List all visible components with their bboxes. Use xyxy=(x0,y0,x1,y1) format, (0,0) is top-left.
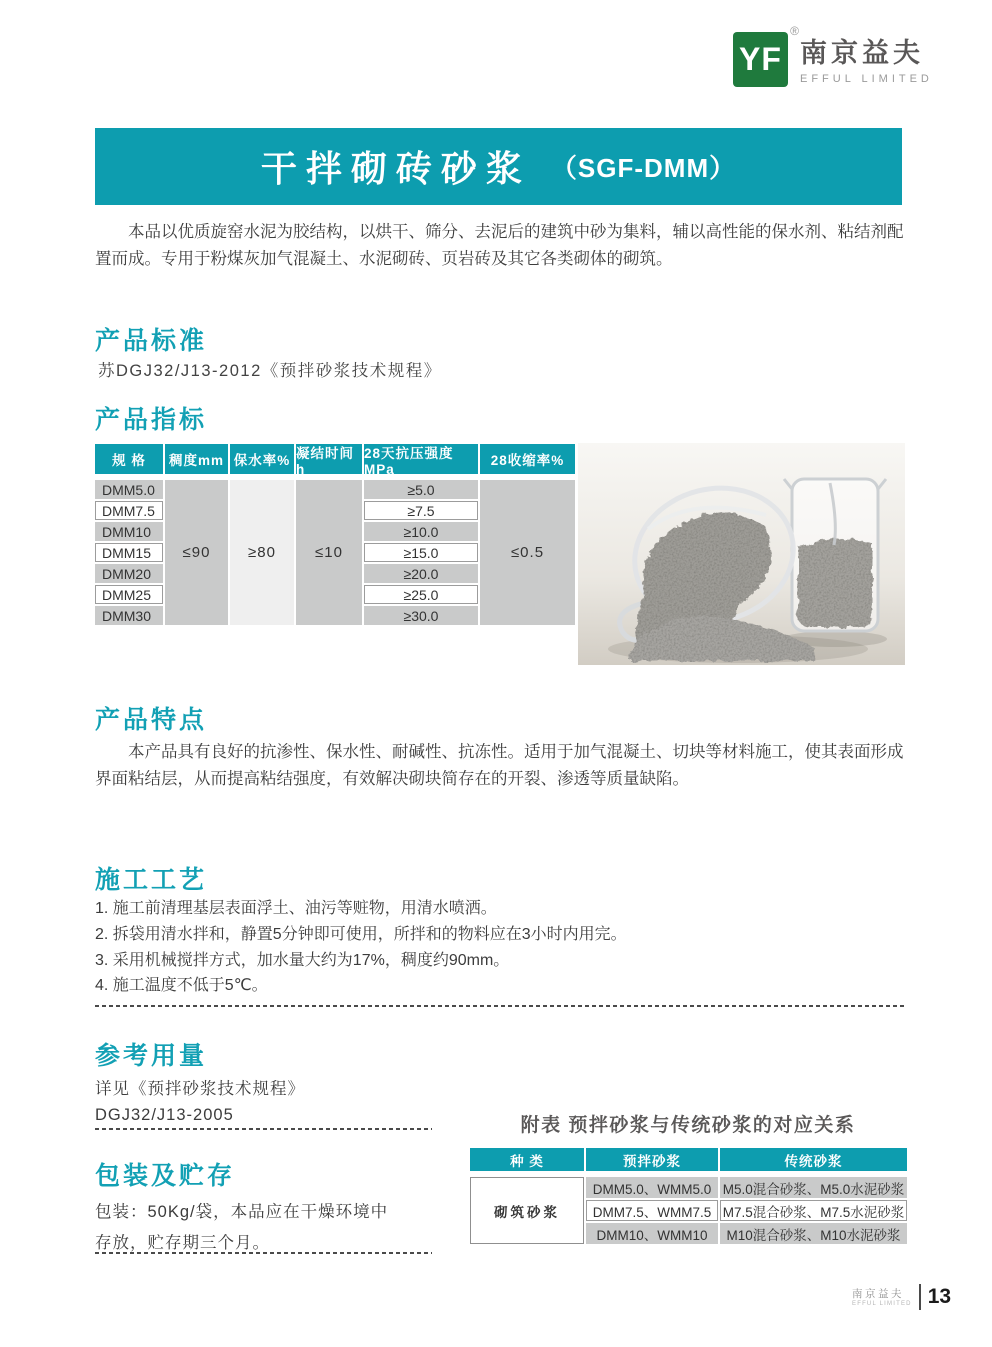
footer-brand xyxy=(852,1288,912,1307)
spec-grade-cell: DMM5.0 xyxy=(95,480,163,499)
spec-column-header: 保水率% xyxy=(230,444,294,474)
appendix-traditional-cell: M5.0混合砂浆、M5.0水泥砂浆 xyxy=(720,1177,907,1198)
appendix-premixed-cell: DMM5.0、WMM5.0 xyxy=(586,1177,718,1198)
process-step: 4. 施工温度不低于5℃。 xyxy=(95,977,268,995)
page-footer xyxy=(852,1284,951,1310)
usage-text xyxy=(95,1076,305,1128)
appendix-column-header: 传统砂浆 xyxy=(720,1148,907,1171)
appendix-column-header: 种 类 xyxy=(470,1148,584,1171)
spec-water-retention-cell: ≥80 xyxy=(230,480,294,625)
packing-line: 包装：50Kg/袋，本品应在干燥环境中 xyxy=(95,1203,389,1221)
standard-reference: 苏DGJ32/J13-2012《预拌砂浆技术规程》 xyxy=(98,362,442,380)
section-heading-indicators: 产品指标 xyxy=(95,406,208,434)
process-step: 2. 拆袋用清水拌和，静置5分钟即可使用，所拌和的物料应在3小时内用完。 xyxy=(95,925,627,943)
footer-company-en: EFFUL LIMITED xyxy=(852,1300,912,1307)
usage-line: 详见《预拌砂浆技术规程》 xyxy=(95,1080,305,1098)
spec-grade-cell: DMM10 xyxy=(95,522,163,541)
spec-column-header: 规 格 xyxy=(95,444,163,474)
spec-grade-cell: DMM7.5 xyxy=(95,501,163,520)
dashed-divider xyxy=(95,1252,432,1254)
spec-table-body xyxy=(95,480,567,625)
appendix-premixed-cell: DMM7.5、WMM7.5 xyxy=(586,1200,718,1221)
company-name-en: EFFUL LIMITED xyxy=(800,73,933,85)
page-number: 13 xyxy=(927,1285,952,1308)
section-heading-features: 产品特点 xyxy=(95,706,208,734)
appendix-column-header: 预拌砂浆 xyxy=(586,1148,718,1171)
spec-strength-cell: ≥7.5 xyxy=(364,501,478,520)
spec-shrinkage-cell: ≤0.5 xyxy=(480,480,575,625)
footer-divider xyxy=(919,1284,921,1310)
section-heading-packing: 包装及贮存 xyxy=(95,1162,236,1190)
spec-table-header xyxy=(95,444,567,477)
process-step: 1. 施工前清理基层表面浮土、油污等赃物，用清水喷洒。 xyxy=(95,900,497,917)
spec-strength-cell: ≥20.0 xyxy=(364,564,478,583)
section-heading-usage: 参考用量 xyxy=(95,1042,208,1070)
product-title-banner xyxy=(95,128,902,205)
registered-mark: ® xyxy=(790,24,800,38)
spec-column-header: 稠度mm xyxy=(165,444,228,474)
logo-mark-text: YF xyxy=(739,41,782,77)
company-name-cn: 南京益夫 xyxy=(800,38,924,68)
intro-paragraph: 本品以优质旋窑水泥为胶结构，以烘干、筛分、去泥后的建筑中砂为集料，辅以高性能的保水剂、粘结剂配置而成。专用于粉煤灰加气混凝土、水泥砌砖、页岩砖及其它各类砌体的砌筑。 xyxy=(95,223,904,268)
spec-grade-cell: DMM15 xyxy=(95,543,163,562)
spec-column-header: 凝结时间h xyxy=(296,444,362,474)
appendix-table-header xyxy=(470,1148,906,1171)
spec-strength-cell: ≥10.0 xyxy=(364,522,478,541)
dashed-divider xyxy=(95,1128,432,1130)
appendix-traditional-cell: M10混合砂浆、M10水泥砂浆 xyxy=(720,1223,907,1244)
spec-table xyxy=(95,444,567,625)
section-heading-standard: 产品标准 xyxy=(95,327,208,355)
company-logo xyxy=(733,24,933,87)
section-heading-process: 施工工艺 xyxy=(95,866,208,894)
packing-text xyxy=(95,1197,388,1259)
logo-text-block xyxy=(800,32,933,85)
features-paragraph: 本产品具有良好的抗渗性、保水性、耐碱性、抗冻性。适用于加气混凝土、切块等材料施工，使其表面形成界面粘结层，从而提高粘结强度，有效解决砌块简存在的开裂、渗透等质量缺陷。 xyxy=(95,743,904,788)
product-code: （SGF-DMM） xyxy=(550,153,737,183)
footer-company-cn: 南京益夫 xyxy=(852,1287,904,1300)
appendix-table-body xyxy=(470,1177,906,1244)
spec-strength-cell: ≥30.0 xyxy=(364,606,478,625)
appendix-traditional-cell: M7.5混合砂浆、M7.5水泥砂浆 xyxy=(720,1200,907,1221)
spec-strength-cell: ≥5.0 xyxy=(364,480,478,499)
appendix-table xyxy=(470,1148,906,1244)
process-step: 3. 采用机械搅拌方式，加水量大约为17%，稠度约90mm。 xyxy=(95,951,510,969)
usage-line: DGJ32/J13-2005 xyxy=(95,1106,234,1124)
spec-grade-cell: DMM30 xyxy=(95,606,163,625)
mortar-powder-beakers-illustration xyxy=(578,443,905,665)
appendix-category-cell: 砌筑砂浆 xyxy=(470,1177,584,1244)
product-photo xyxy=(578,443,905,665)
spec-column-header: 28收缩率% xyxy=(480,444,575,474)
spec-strength-cell: ≥25.0 xyxy=(364,585,478,604)
appendix-table-title: 附表 预拌砂浆与传统砂浆的对应关系 xyxy=(520,1115,856,1136)
spec-setting-time-cell: ≤10 xyxy=(296,480,362,625)
product-title: 干拌砌砖砂浆 xyxy=(260,148,531,189)
dashed-divider xyxy=(95,1005,905,1007)
process-steps xyxy=(95,896,909,999)
spec-strength-cell: ≥15.0 xyxy=(364,543,478,562)
packing-line: 存放，贮存期三个月。 xyxy=(95,1234,270,1252)
appendix-premixed-cell: DMM10、WMM10 xyxy=(586,1223,718,1244)
spec-column-header: 28天抗压强度MPa xyxy=(364,444,478,474)
spec-consistency-cell: ≤90 xyxy=(165,480,228,625)
spec-grade-cell: DMM25 xyxy=(95,585,163,604)
yf-logo-icon xyxy=(733,24,800,87)
spec-grade-cell: DMM20 xyxy=(95,564,163,583)
